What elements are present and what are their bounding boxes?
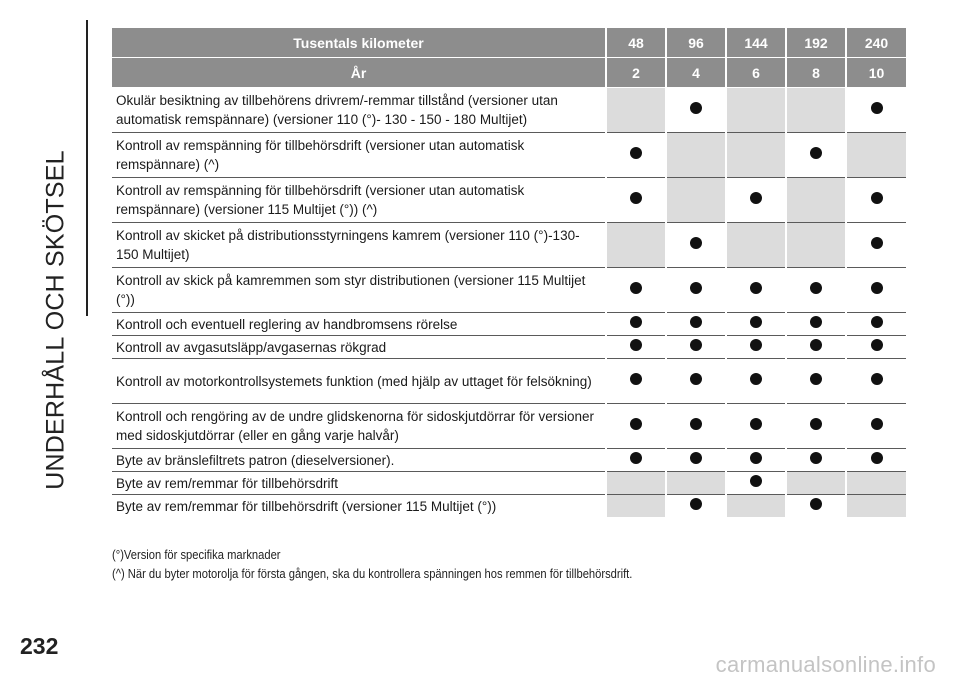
bullet-icon — [750, 282, 762, 294]
scheduled-cell — [666, 88, 726, 133]
table-row — [112, 404, 906, 449]
empty-cell — [786, 88, 846, 133]
scheduled-cell — [726, 472, 786, 495]
year-header-value: 2 — [606, 58, 666, 88]
bullet-icon — [871, 373, 883, 385]
section-divider — [86, 20, 88, 316]
bullet-icon — [630, 452, 642, 464]
empty-cell — [726, 88, 786, 133]
bullet-icon — [750, 452, 762, 464]
task-description: Kontroll av remspänning för tillbehörsdrift (versioner utan automatisk remspännare) (versioner 115 Multijet (°)) (^) — [112, 178, 606, 223]
bullet-icon — [810, 339, 822, 351]
bullet-icon — [690, 373, 702, 385]
page-number: 232 — [20, 633, 59, 659]
scheduled-cell — [606, 359, 666, 404]
empty-cell — [726, 133, 786, 178]
empty-cell — [846, 495, 906, 518]
bullet-icon — [630, 339, 642, 351]
task-description: Byte av rem/remmar för tillbehörsdrift (versioner 115 Multijet (°)) — [112, 495, 606, 518]
empty-cell — [786, 178, 846, 223]
scheduled-cell — [606, 178, 666, 223]
scheduled-cell — [846, 268, 906, 313]
scheduled-cell — [786, 404, 846, 449]
table-row — [112, 449, 906, 472]
scheduled-cell — [726, 404, 786, 449]
task-description: Okulär besiktning av tillbehörens drivrem/-remmar tillstånd (versioner utan automatisk remspännare) (versioner 110 (°)- 130 - 150 - 180 Multijet) — [112, 88, 606, 133]
bullet-icon — [810, 282, 822, 294]
bullet-icon — [871, 282, 883, 294]
bullet-icon — [810, 147, 822, 159]
scheduled-cell — [786, 495, 846, 518]
empty-cell — [606, 472, 666, 495]
km-header-row — [112, 28, 906, 58]
scheduled-cell — [666, 336, 726, 359]
km-header-value: 96 — [666, 28, 726, 58]
scheduled-cell — [726, 313, 786, 336]
bullet-icon — [630, 316, 642, 328]
task-description: Kontroll av skick på kamremmen som styr distributionen (versioner 115 Multijet (°)) — [112, 268, 606, 313]
table-row — [112, 88, 906, 133]
bullet-icon — [630, 418, 642, 430]
scheduled-cell — [606, 268, 666, 313]
bullet-icon — [810, 418, 822, 430]
empty-cell — [786, 472, 846, 495]
scheduled-cell — [726, 178, 786, 223]
table-row — [112, 313, 906, 336]
year-header-row — [112, 58, 906, 88]
scheduled-cell — [786, 359, 846, 404]
scheduled-cell — [666, 223, 726, 268]
scheduled-cell — [846, 359, 906, 404]
task-description: Byte av rem/remmar för tillbehörsdrift — [112, 472, 606, 495]
scheduled-cell — [666, 313, 726, 336]
empty-cell — [666, 472, 726, 495]
bullet-icon — [750, 316, 762, 328]
km-header-value: 144 — [726, 28, 786, 58]
bullet-icon — [630, 147, 642, 159]
empty-cell — [726, 223, 786, 268]
table-row — [112, 178, 906, 223]
table-row — [112, 268, 906, 313]
km-header-value: 48 — [606, 28, 666, 58]
scheduled-cell — [786, 336, 846, 359]
scheduled-cell — [606, 133, 666, 178]
watermark: carmanualsonline.info — [715, 652, 936, 677]
task-description: Kontroll och rengöring av de undre glidskenorna för sidoskjutdörrar för versioner med sidoskjutdörrar (eller en gång varje halvår) — [112, 404, 606, 449]
year-header-value: 6 — [726, 58, 786, 88]
bullet-icon — [871, 418, 883, 430]
scheduled-cell — [846, 449, 906, 472]
bullet-icon — [810, 452, 822, 464]
bullet-icon — [690, 339, 702, 351]
bullet-icon — [871, 316, 883, 328]
bullet-icon — [871, 237, 883, 249]
task-description: Kontroll av remspänning för tillbehörsdrift (versioner utan automatisk remspännare) (^) — [112, 133, 606, 178]
table-row — [112, 472, 906, 495]
bullet-icon — [690, 282, 702, 294]
bullet-icon — [690, 418, 702, 430]
task-description: Kontroll av skicket på distributionsstyrningens kamrem (versioner 110 (°)-130-150 Multijet) — [112, 223, 606, 268]
bullet-icon — [690, 452, 702, 464]
task-description: Byte av bränslefiltrets patron (dieselversioner). — [112, 449, 606, 472]
maintenance-table — [112, 28, 906, 517]
empty-cell — [666, 133, 726, 178]
scheduled-cell — [726, 449, 786, 472]
empty-cell — [726, 495, 786, 518]
scheduled-cell — [846, 404, 906, 449]
scheduled-cell — [786, 449, 846, 472]
bullet-icon — [690, 498, 702, 510]
empty-cell — [846, 472, 906, 495]
bullet-icon — [871, 102, 883, 114]
scheduled-cell — [606, 404, 666, 449]
scheduled-cell — [786, 268, 846, 313]
footnote: (^) När du byter motorolja för första gången, ska du kontrollera spänningen hos remmen för tillbehörsdrift. — [112, 566, 633, 581]
bullet-icon — [690, 102, 702, 114]
table-row — [112, 359, 906, 404]
scheduled-cell — [726, 268, 786, 313]
empty-cell — [786, 223, 846, 268]
bullet-icon — [690, 316, 702, 328]
empty-cell — [606, 223, 666, 268]
scheduled-cell — [846, 223, 906, 268]
scheduled-cell — [666, 404, 726, 449]
scheduled-cell — [846, 313, 906, 336]
scheduled-cell — [726, 336, 786, 359]
scheduled-cell — [666, 449, 726, 472]
scheduled-cell — [786, 313, 846, 336]
year-header-label: År — [112, 58, 606, 88]
empty-cell — [606, 88, 666, 133]
scheduled-cell — [666, 268, 726, 313]
bullet-icon — [810, 316, 822, 328]
bullet-icon — [750, 192, 762, 204]
scheduled-cell — [606, 313, 666, 336]
empty-cell — [666, 178, 726, 223]
year-header-value: 4 — [666, 58, 726, 88]
bullet-icon — [871, 192, 883, 204]
scheduled-cell — [606, 336, 666, 359]
km-header-label: Tusentals kilometer — [112, 28, 606, 58]
footnote: (°)Version för specifika marknader — [112, 547, 281, 562]
scheduled-cell — [846, 336, 906, 359]
task-description: Kontroll av avgasutsläpp/avgasernas rökgrad — [112, 336, 606, 359]
km-header-value: 192 — [786, 28, 846, 58]
year-header-value: 10 — [846, 58, 906, 88]
scheduled-cell — [846, 88, 906, 133]
bullet-icon — [630, 192, 642, 204]
bullet-icon — [871, 452, 883, 464]
scheduled-cell — [666, 359, 726, 404]
bullet-icon — [750, 339, 762, 351]
bullet-icon — [810, 498, 822, 510]
empty-cell — [846, 133, 906, 178]
bullet-icon — [630, 373, 642, 385]
scheduled-cell — [726, 359, 786, 404]
scheduled-cell — [846, 178, 906, 223]
scheduled-cell — [786, 133, 846, 178]
scheduled-cell — [666, 495, 726, 518]
bullet-icon — [750, 475, 762, 487]
task-description: Kontroll av motorkontrollsystemets funktion (med hjälp av uttaget för felsökning) — [112, 359, 606, 404]
task-description: Kontroll och eventuell reglering av handbromsens rörelse — [112, 313, 606, 336]
bullet-icon — [750, 373, 762, 385]
bullet-icon — [750, 418, 762, 430]
table-row — [112, 336, 906, 359]
table-row — [112, 223, 906, 268]
scheduled-cell — [606, 449, 666, 472]
km-header-value: 240 — [846, 28, 906, 58]
bullet-icon — [810, 373, 822, 385]
table-row — [112, 133, 906, 178]
empty-cell — [606, 495, 666, 518]
table-row — [112, 495, 906, 518]
bullet-icon — [690, 237, 702, 249]
year-header-value: 8 — [786, 58, 846, 88]
bullet-icon — [871, 339, 883, 351]
bullet-icon — [630, 282, 642, 294]
